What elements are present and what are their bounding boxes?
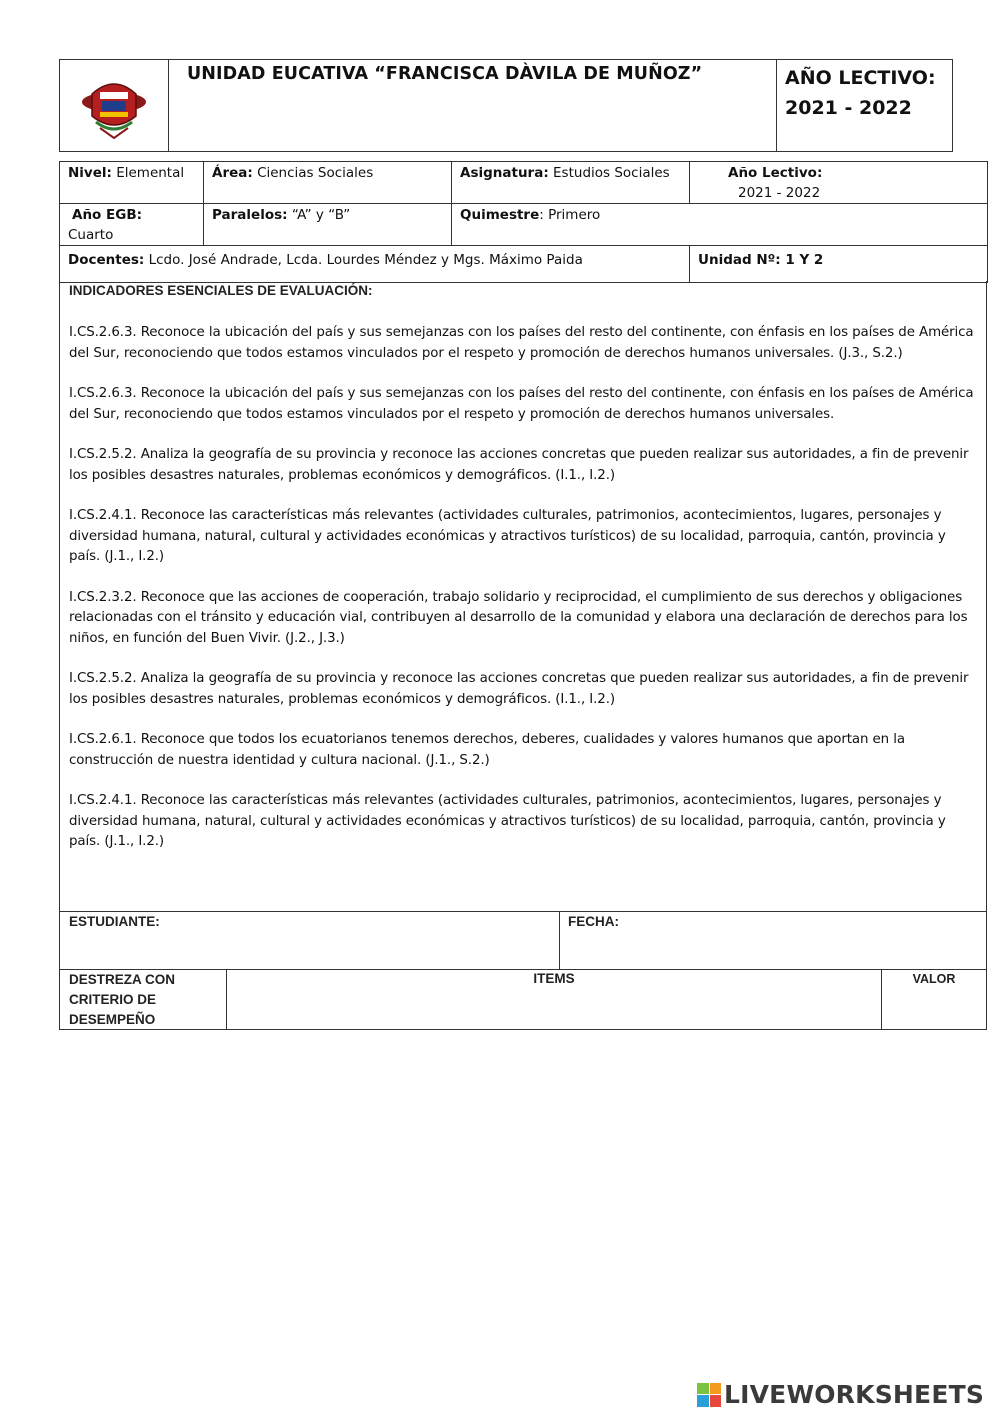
items-label: ITEMS bbox=[533, 971, 575, 986]
student-date-row bbox=[59, 911, 987, 970]
info-row-1 bbox=[60, 162, 988, 204]
date-label: FECHA: bbox=[568, 914, 619, 929]
badge-square-orange bbox=[710, 1383, 722, 1395]
quimestre-value: : Primero bbox=[539, 207, 601, 223]
unidad-cell bbox=[690, 246, 988, 283]
destreza-header bbox=[60, 970, 227, 1029]
nivel-value: Elemental bbox=[111, 165, 185, 181]
docentes-cell bbox=[60, 246, 690, 283]
items-header-row bbox=[59, 969, 987, 1030]
destreza-label-line1: DESTREZA CON bbox=[69, 972, 176, 987]
asignatura-cell bbox=[452, 162, 690, 204]
badge-square-red bbox=[710, 1395, 722, 1407]
school-header bbox=[59, 59, 953, 152]
docentes-value: Lcdo. José Andrade, Lcda. Lourdes Méndez y Mgs. Máximo Paida bbox=[144, 252, 583, 268]
indicator-item: I.CS.2.5.2. Analiza la geografía de su provincia y reconoce las acciones concretas que pueden realizar sus autoridades, a fin de prevenir los posibles desastres naturales, problemas económicos y demográficos. (I.1., I.2.) bbox=[69, 671, 969, 707]
indicator-item: I.CS.2.4.1. Reconoce las características más relevantes (actividades culturales, patrimonios, acontecimientos, lugares, personajes y diversidad humana, natural, cultural y actividades económicas y atractivos turísticos) de su localidad, parroquia, cantón, provincia y país. (J.1., I.2.) bbox=[69, 508, 946, 564]
indicator-item: I.CS.2.4.1. Reconoce las características más relevantes (actividades culturales, patrimonios, acontecimientos, lugares, personajes y diversidad humana, natural, cultural y actividades económicas y atractivos turísticos) de su localidad, parroquia, cantón, provincia y país. (J.1., I.2.) bbox=[69, 793, 946, 849]
liveworksheets-brand: LIVEWORKSHEETS bbox=[724, 1380, 985, 1409]
quimestre-cell bbox=[452, 204, 988, 246]
school-name: UNIDAD EUCATIVA “FRANCISCA DÀVILA DE MUÑOZ” bbox=[169, 60, 777, 151]
area-cell bbox=[204, 162, 452, 204]
liveworksheets-logo-icon bbox=[697, 1383, 721, 1407]
docentes-label: Docentes: bbox=[68, 252, 145, 268]
indicator-item: I.CS.2.6.1. Reconoce que todos los ecuatorianos tenemos derechos, deberes, cualidades y valores humanos que aportan en la construcción de nuestra identidad y cultura nacional. (J.1., S.2.) bbox=[69, 732, 905, 768]
indicators-section bbox=[59, 281, 987, 912]
date-field[interactable] bbox=[560, 912, 986, 969]
anio-lectivo-cell bbox=[690, 162, 988, 204]
asignatura-value: Estudios Sociales bbox=[548, 165, 670, 181]
unidad-label: Unidad Nº: 1 Y 2 bbox=[698, 252, 824, 268]
paralelos-value: “A” y “B” bbox=[287, 207, 351, 223]
indicator-item: I.CS.2.6.3. Reconoce la ubicación del país y sus semejanzas con los países del resto del continente, con énfasis en los países de América del Sur, reconociendo que todos estamos vinculados por el respeto y promoción de derechos humanos universales. (J.3., S.2.) bbox=[69, 325, 974, 361]
indicator-item: I.CS.2.5.2. Analiza la geografía de su provincia y reconoce las acciones concretas que pueden realizar sus autoridades, a fin de prevenir los posibles desastres naturales, problemas económicos y demográficos. (I.1., I.2.) bbox=[69, 447, 969, 483]
badge-square-blue bbox=[697, 1395, 709, 1407]
anio-lectivo-value: 2021 - 2022 bbox=[738, 185, 821, 201]
anio-egb-cell bbox=[60, 204, 204, 246]
liveworksheets-watermark[interactable] bbox=[697, 1380, 984, 1409]
items-header bbox=[227, 970, 882, 1029]
anio-egb-value: Cuarto bbox=[68, 227, 114, 243]
area-label: Área: bbox=[212, 165, 253, 181]
paralelos-cell bbox=[204, 204, 452, 246]
school-logo-cell bbox=[60, 60, 169, 151]
valor-header bbox=[882, 970, 986, 1029]
academic-year-value: 2021 - 2022 bbox=[785, 97, 912, 119]
nivel-label: Nivel: bbox=[68, 165, 112, 181]
student-field[interactable] bbox=[60, 912, 560, 969]
destreza-label-line3: DESEMPEÑO bbox=[69, 1012, 156, 1027]
school-crest-icon bbox=[78, 72, 150, 140]
course-info-table bbox=[59, 161, 988, 283]
valor-label: VALOR bbox=[912, 972, 956, 986]
paralelos-label: Paralelos: bbox=[212, 207, 288, 223]
academic-year-label: AÑO LECTIVO: bbox=[785, 67, 936, 89]
nivel-cell bbox=[60, 162, 204, 204]
info-row-2 bbox=[60, 204, 988, 246]
indicator-item: I.CS.2.3.2. Reconoce que las acciones de cooperación, trabajo solidario y reciprocidad, el cumplimiento de sus derechos y obligaciones relacionadas con el tránsito y educación vial, contribuyen al desarrollo de la comunidad y elabora una declaración de derechos para los niños, en función del Buen Vivir. (J.2., J.3.) bbox=[69, 589, 968, 646]
anio-egb-label: Año EGB: bbox=[72, 207, 143, 223]
student-label: ESTUDIANTE: bbox=[69, 914, 160, 929]
info-row-3 bbox=[60, 246, 988, 283]
area-value: Ciencias Sociales bbox=[252, 165, 374, 181]
indicators-title: INDICADORES ESENCIALES DE EVALUACIÓN: bbox=[69, 283, 373, 298]
destreza-label-line2: CRITERIO DE bbox=[69, 992, 157, 1007]
indicator-item: I.CS.2.6.3. Reconoce la ubicación del país y sus semejanzas con los países del resto del continente, con énfasis en los países de América del Sur, reconociendo que todos estamos vinculados por el respeto y promoción de derechos humanos universales. bbox=[69, 386, 974, 422]
academic-year-box bbox=[777, 60, 952, 151]
badge-square-green bbox=[697, 1383, 709, 1395]
quimestre-label: Quimestre bbox=[460, 207, 540, 223]
asignatura-label: Asignatura: bbox=[460, 165, 549, 181]
anio-lectivo-label: Año Lectivo: bbox=[728, 165, 823, 181]
